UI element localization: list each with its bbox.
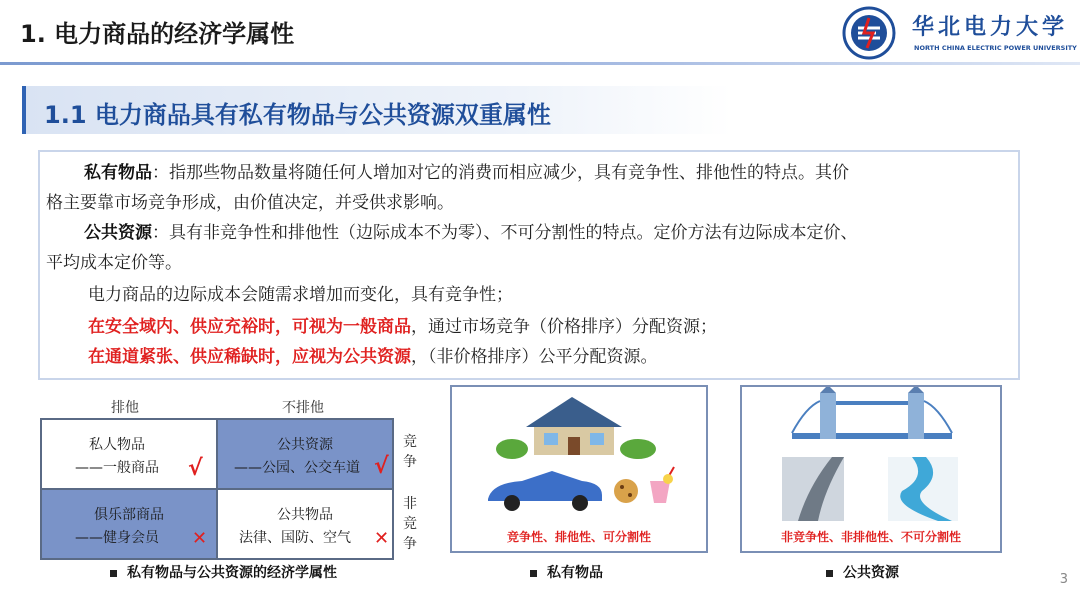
public-resource-term: 公共资源 [84, 223, 152, 243]
logo-english-name: NORTH CHINA ELECTRIC POWER UNIVERSITY [914, 44, 1077, 52]
private-goods-illustration [452, 387, 706, 527]
car-icon [488, 471, 602, 511]
scarce-supply-highlight: 在通道紧张、供应稀缺时，应视为公共资源 [88, 347, 411, 367]
road-icon [782, 457, 844, 521]
section-title: 1.1 电力商品具有私有物品与公共资源双重属性 [44, 101, 551, 129]
private-goods-panel [450, 385, 708, 553]
private-goods-label: 竞争性、排他性、可分割性 [506, 530, 651, 544]
university-logo [842, 4, 1077, 60]
private-goods-definition: ：指那些物品数量将随任何人增加对它的消费而相应减少，具有竞争性、排他性的特点。其价 [152, 163, 849, 183]
cell-title: 私人物品 [89, 437, 145, 453]
matrix-caption [110, 562, 337, 582]
public-resource-illustration [742, 387, 1000, 527]
matrix-cell-private-goods [40, 418, 218, 490]
private-goods-line1 [84, 158, 849, 188]
cell-title: 公共资源 [277, 437, 333, 453]
sufficient-supply-highlight: 在安全域内、供应充裕时，可视为一般商品 [88, 317, 411, 337]
header-divider [0, 62, 1080, 65]
matrix-caption-text: 私有物品与公共资源的经济学属性 [127, 565, 337, 581]
cell-title: 俱乐部商品 [94, 507, 164, 523]
bullet-square-icon [826, 570, 833, 577]
cell-subtitle: ——健身会员 [75, 530, 159, 546]
row-label-competitive: 竞 争 [403, 434, 417, 470]
cell-subtitle: ——一般商品 [75, 460, 159, 476]
row-label-non-competitive: 非 竞 争 [403, 496, 417, 552]
marginal-cost-statement: 电力商品的边际成本会随需求增加而变化，具有竞争性； [88, 285, 513, 305]
public-resource-definition: ：具有非竞争性和排他性（边际成本不为零）、不可分割性的特点。定价方法有边际成本定价、 [152, 223, 858, 243]
check-mark-icon: √ [374, 454, 389, 479]
public-resource-label: 非竞争性、非排他性、不可分割性 [780, 530, 961, 544]
scarce-supply-statement [88, 342, 658, 372]
scarce-supply-rest: ，（非价格排序）公平分配资源。 [411, 347, 658, 367]
bullet-square-icon [110, 570, 117, 577]
public-resource-caption-text: 公共资源 [843, 565, 899, 581]
public-resource-line2: 平均成本定价等。 [46, 253, 182, 273]
house-icon [496, 397, 656, 459]
cross-mark-icon: ✕ [192, 528, 208, 549]
cross-mark-icon: ✕ [374, 528, 390, 549]
university-emblem-icon [842, 6, 896, 60]
slide-title: 1. 电力商品的经济学属性 [20, 20, 295, 48]
private-goods-caption [530, 562, 603, 582]
private-goods-line2: 格主要靠市场竞争形成，由价值决定，并受供求影响。 [46, 193, 454, 213]
cell-subtitle: 法律、国防、空气 [239, 530, 351, 546]
col-header-exclusive: 排他 [111, 400, 139, 416]
col-header-non-exclusive: 不排他 [282, 400, 324, 416]
sufficient-supply-statement [88, 312, 717, 342]
public-resource-line1 [84, 218, 858, 248]
matrix-cell-club-goods [40, 488, 218, 560]
bullet-square-icon [530, 570, 537, 577]
logo-chinese-name: 华北电力大学 [912, 14, 1069, 40]
cookie-icon [614, 479, 638, 503]
public-resource-panel [740, 385, 1002, 553]
section-title-bar [22, 86, 732, 134]
cell-subtitle: ——公园、公交车道 [234, 460, 360, 476]
drink-icon [650, 467, 674, 503]
bridge-icon [792, 387, 952, 439]
matrix-cell-public-resource [216, 418, 394, 490]
matrix-cell-public-goods [216, 488, 394, 560]
definition-textbox [38, 150, 1020, 380]
sufficient-supply-rest: ，通过市场竞争（价格排序）分配资源； [411, 317, 717, 337]
river-icon [888, 457, 958, 521]
private-goods-caption-text: 私有物品 [547, 565, 603, 581]
public-resource-caption [826, 562, 899, 582]
private-goods-term: 私有物品 [84, 163, 152, 183]
cell-title: 公共物品 [277, 507, 333, 523]
check-mark-icon: √ [188, 456, 203, 481]
page-number: 3 [1059, 572, 1068, 587]
